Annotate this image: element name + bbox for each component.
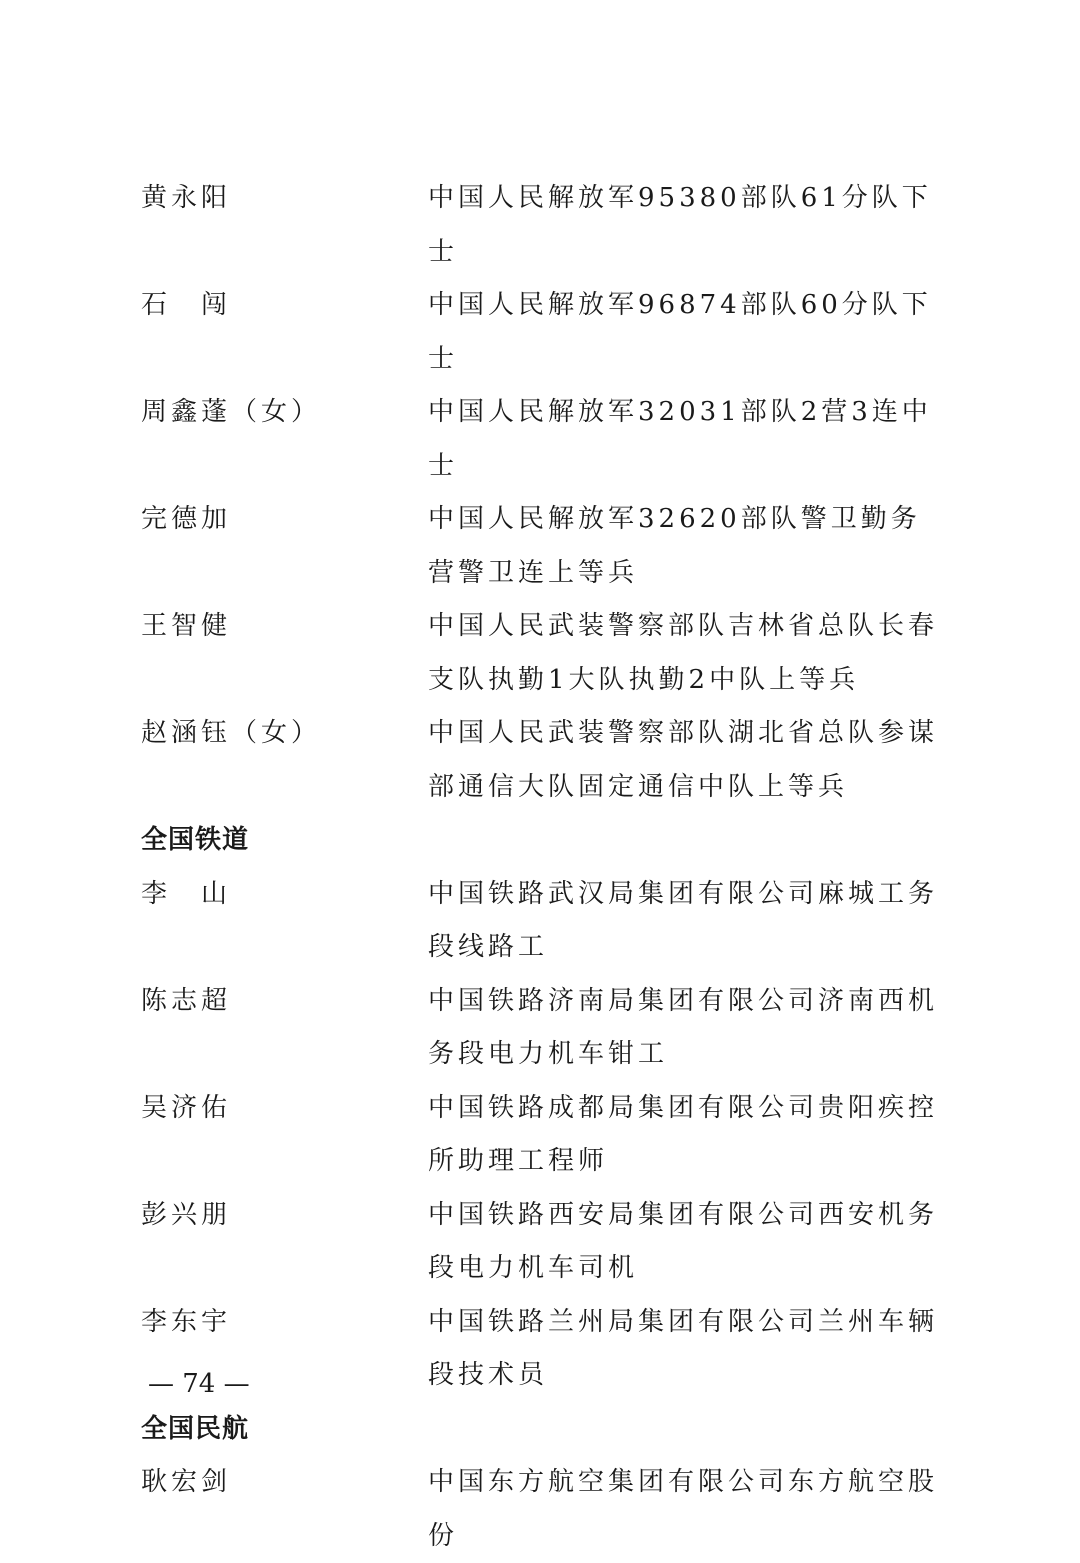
person-unit: 中国铁路西安局集团有限公司西安机务段电力机车司机 (428, 1199, 939, 1283)
person-name: 石 闯 (141, 290, 232, 320)
list-entry (141, 1189, 941, 1296)
person-unit: 中国人民解放军32031部队2营3连中士 (428, 397, 932, 481)
page-number: — 74 — (148, 1369, 250, 1399)
list-entry (141, 279, 941, 386)
person-unit: 中国人民解放军32620部队警卫勤务营警卫连上等兵 (428, 504, 921, 588)
list-entry (141, 172, 941, 279)
person-name: 陈志超 (141, 985, 232, 1016)
person-name: 吴济佑 (141, 1092, 232, 1123)
person-name: 耿宏剑 (141, 1467, 232, 1497)
person-name: 完德加 (141, 504, 232, 534)
person-unit: 中国铁路成都局集团有限公司贵阳疾控所助理工程师 (428, 1092, 939, 1176)
list-entry (141, 707, 941, 814)
person-unit: 中国人民武装警察部队湖北省总队参谋部通信大队固定通信中队上等兵 (428, 718, 939, 802)
person-unit: 中国东方航空集团有限公司东方航空股份 (428, 1467, 939, 1551)
person-name: 李东宇 (141, 1306, 232, 1337)
honor-list (141, 172, 941, 1563)
list-entry (141, 386, 941, 493)
list-entry (141, 975, 941, 1082)
person-name: 彭兴朋 (141, 1199, 232, 1230)
list-entry (141, 1456, 941, 1563)
person-name: 周鑫蓬（女） (141, 397, 322, 427)
person-unit: 中国人民解放军95380部队61分队下士 (428, 183, 932, 267)
person-name: 王智健 (141, 611, 232, 641)
list-entry (141, 868, 941, 975)
list-entry (141, 493, 941, 600)
list-entry (141, 600, 941, 707)
person-unit: 中国铁路济南局集团有限公司济南西机务段电力机车钳工 (428, 985, 939, 1069)
section-heading-railway: 全国铁道 (141, 825, 250, 855)
person-name: 黄永阳 (141, 183, 232, 213)
person-unit: 中国铁路武汉局集团有限公司麻城工务段线路工 (428, 878, 939, 962)
person-name: 赵涵钰（女） (141, 718, 322, 748)
person-unit: 中国铁路兰州局集团有限公司兰州车辆段技术员 (428, 1306, 939, 1390)
person-name: 李 山 (141, 878, 232, 909)
list-entry (141, 1082, 941, 1189)
list-entry (141, 1296, 941, 1403)
person-unit: 中国人民解放军96874部队60分队下士 (428, 290, 932, 374)
person-unit: 中国人民武装警察部队吉林省总队长春支队执勤1大队执勤2中队上等兵 (428, 611, 939, 695)
section-heading-aviation: 全国民航 (141, 1413, 250, 1444)
